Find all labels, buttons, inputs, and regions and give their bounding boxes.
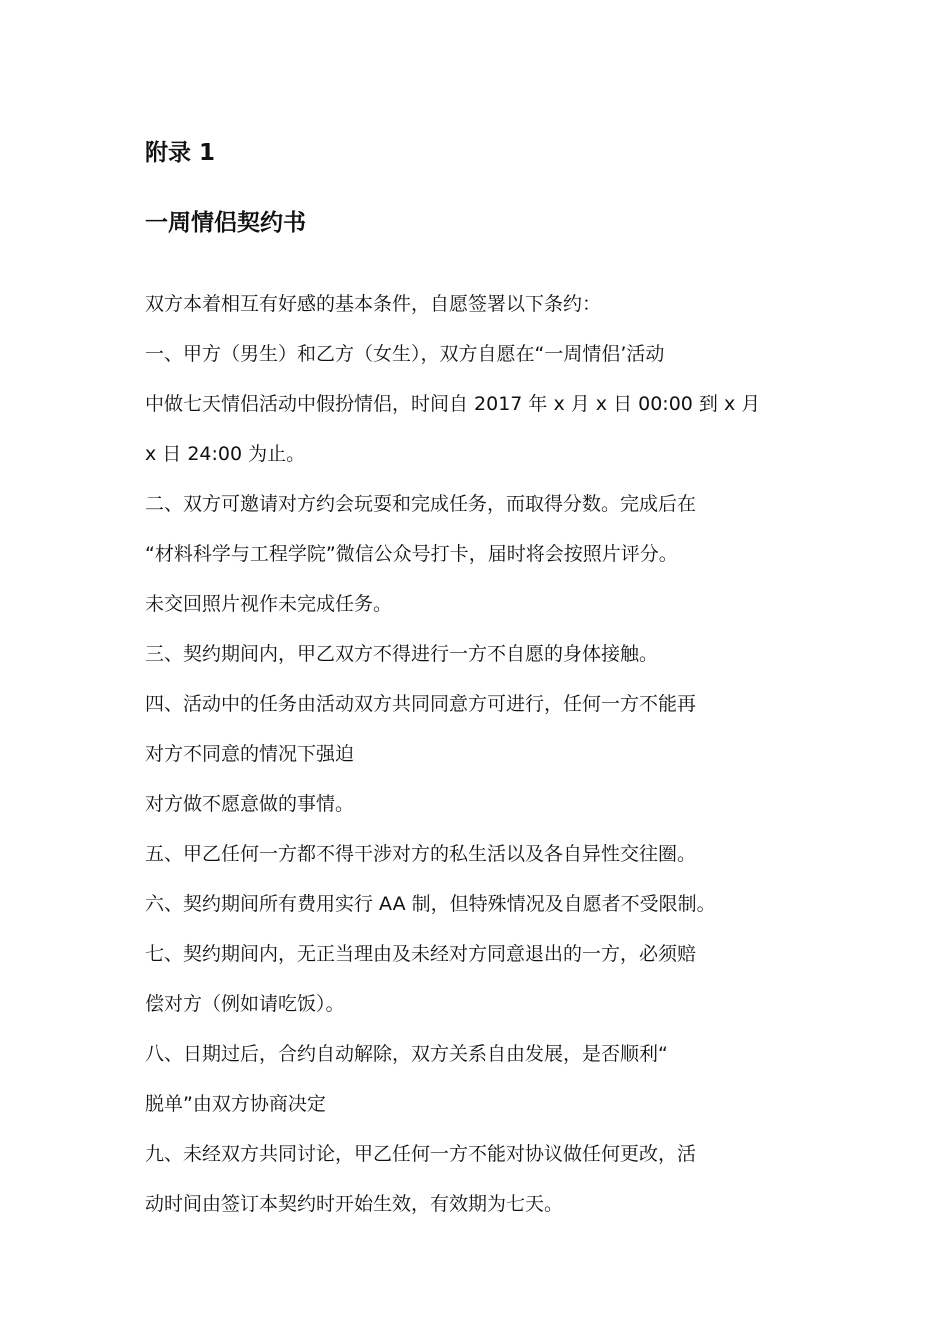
- body-line: 脱单”由双方协商决定: [145, 1093, 326, 1115]
- body-line: 二、双方可邀请对方约会玩耍和完成任务，而取得分数。完成后在: [145, 493, 697, 515]
- document-title: 一周情侣契约书: [145, 210, 306, 236]
- body-line: 偿对方（例如请吃饭）。: [145, 993, 345, 1015]
- appendix-heading: 附录 1: [145, 140, 216, 166]
- body-line: 九、未经双方共同讨论，甲乙任何一方不能对协议做任何更改，活: [145, 1143, 697, 1165]
- contract-body: [145, 279, 825, 1229]
- body-line: 对方做不愿意做的事情。: [145, 793, 355, 815]
- body-line: 七、契约期间内，无正当理由及未经对方同意退出的一方，必须赔: [145, 943, 697, 965]
- body-line: 对方不同意的情况下强迫: [145, 743, 355, 765]
- body-line: x 日 24:00 为止。: [145, 443, 306, 465]
- body-line: 三、契约期间内，甲乙双方不得进行一方不自愿的身体接触。: [145, 643, 659, 665]
- body-line: 八、日期过后，合约自动解除，双方关系自由发展，是否顺利“: [145, 1043, 668, 1065]
- body-line: 六、契约期间所有费用实行 AA 制，但特殊情况及自愿者不受限制。: [145, 893, 716, 915]
- body-line: 四、活动中的任务由活动双方共同同意方可进行，任何一方不能再: [145, 693, 697, 715]
- body-line: 双方本着相互有好感的基本条件，自愿签署以下条约：: [145, 293, 602, 315]
- body-line: “材料科学与工程学院”微信公众号打卡，届时将会按照片评分。: [145, 543, 678, 565]
- body-line: 未交回照片视作未完成任务。: [145, 593, 393, 615]
- body-line: 动时间由签订本契约时开始生效，有效期为七天。: [145, 1193, 564, 1215]
- body-line: 中做七天情侣活动中假扮情侣，时间自 2017 年 x 月 x 日 00:00 到 x 月: [145, 393, 761, 415]
- body-line: 五、甲乙任何一方都不得干涉对方的私生活以及各自异性交往圈。: [145, 843, 697, 865]
- body-line: 一、甲方（男生）和乙方（女生），双方自愿在“一周情侣’活动: [145, 343, 665, 365]
